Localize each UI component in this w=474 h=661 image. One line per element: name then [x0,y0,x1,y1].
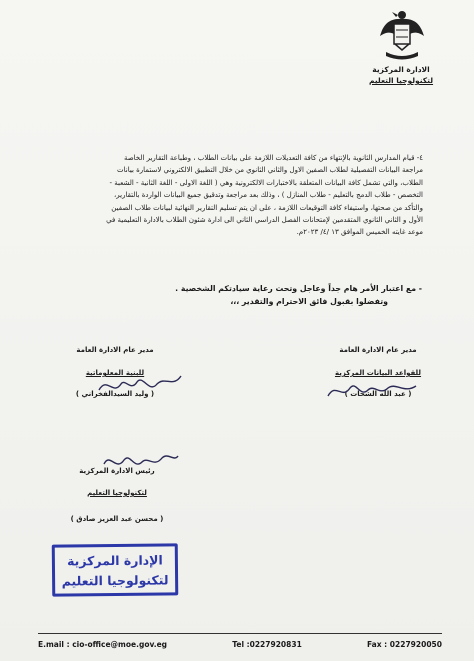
stamp-line-2: لتكنولوجيا التعليم [61,572,169,589]
eagle-emblem-icon [378,6,426,62]
handwritten-signature-right [322,378,422,404]
body-line: الطلاب، والتي تشمل كافة البيانات المتعلقة بالاختبارات الالكترونية وهي ( اللغة الاولى - اللغة الثانية - الشعبة - [109,178,423,187]
item-4-paragraph [58,152,423,239]
body-line: ٤- قيام المدارس الثانوية بالإنتهاء من كافة التعديلات اللازمة على بيانات الطلاب ، وطباعة التقارير الخاصة [123,154,423,162]
body-line: التخصص - طلاب الدمج بالتعليم - طلاب المنازل ) ، وذلك بعد مراجعة وتدقيق جميع البيانات الواردة بالتقارير، [114,191,423,200]
signer-title: للبنية المعلوماتية [85,369,145,377]
closing-line-1: - مع اعتبار الأمر هام جداً وعاجل وتحت رعاية سيادتكم الشخصية . [175,284,422,293]
signer-name: ( عبد الله الشحات ) [344,390,412,398]
footer-email: E.mail : cio-office@moe.gov.eg [38,640,168,649]
body-line: والتأكد من صحتها، واستيفاء كافة التوقيعات اللازمة ، على ان يتم تسليم التقارير النهائية لبيانات طلاب الصفين [111,203,423,212]
official-stamp [52,543,179,596]
signer-role: مدير عام الادارة العامة [76,346,154,354]
issuer-header [355,64,447,86]
closing-line-2: وتفضلوا بقبول فائق الاحترام والتقدير ،،، [230,297,388,306]
footer-fax: Fax : 0227920050 [366,640,442,649]
signer-title: للقواعد البيانات المركزية [334,369,422,377]
signature-block-chief [62,466,172,524]
handwritten-signature-left [95,370,185,400]
signer-role: رئيس الادارة المركزية [79,467,155,475]
signer-name: ( محسن عبد العزيز صادق ) [70,515,164,523]
footer-contact [38,640,442,649]
closing-remarks [132,282,422,308]
issuer-line-1: الادارة المركزية [372,65,430,74]
body-line: مراجعة البيانات التفصيلية لطلاب الصفين الاول والثاني الثانوي من خلال التطبيق الالكتروني لاستمارة بيانات [117,166,423,175]
issuer-line-2: لتكنولوجيا التعليم [368,76,434,85]
footer-tel: Tel :0227920831 [232,640,302,649]
signer-name: ( وليد السيدالفخراني ) [75,390,155,398]
body-line: الأول و الثاني الثانوي المتقدمين لإمتحانات الفصل الدراسي الثاني الى ادارة شئون الطلاب بالادارة التعليمية في [106,216,423,225]
footer-divider [38,633,442,634]
signer-title: لتكنولوجيا التعليم [87,489,147,497]
signer-role: مدير عام الادارة العامة [339,346,417,354]
body-line: موعد غايته الخميس الموافق ١٣ /٤/ ٢٠٢٣م. [296,228,423,237]
stamp-line-1: الإدارة المركزية [66,552,163,569]
